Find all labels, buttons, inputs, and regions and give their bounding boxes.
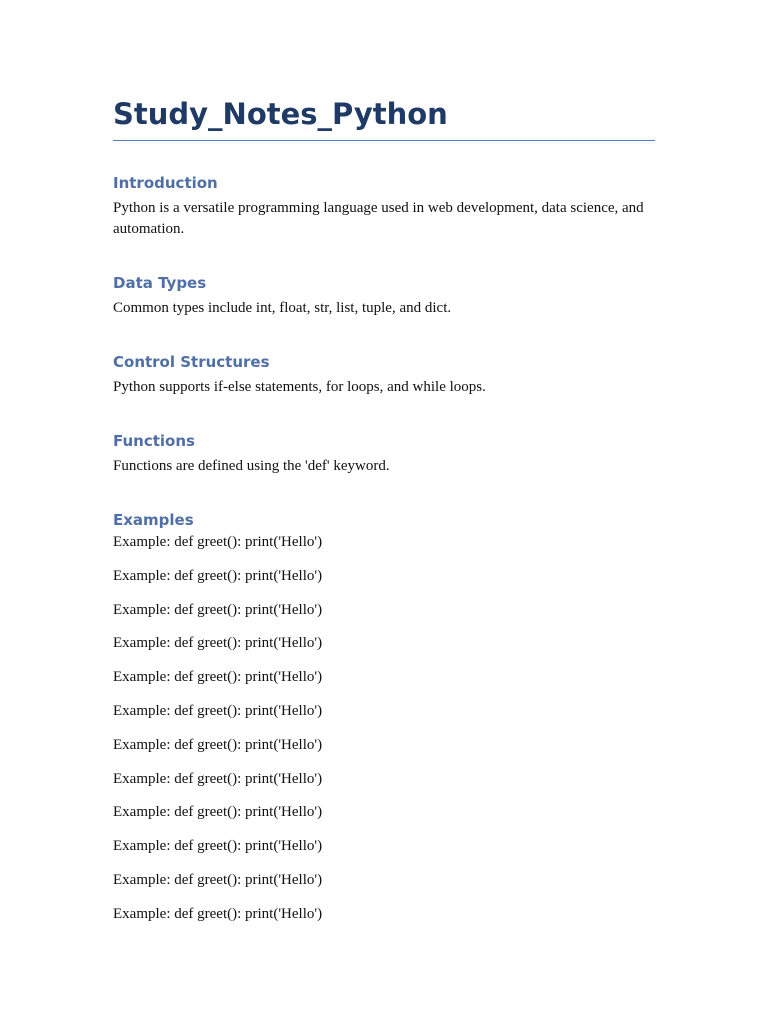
example-item: Example: def greet(): print('Hello') xyxy=(113,736,323,753)
section-body-functions: Functions are defined using the 'def' keyword. xyxy=(113,458,390,474)
section-heading-control-structures: Control Structures xyxy=(113,353,270,371)
example-item: Example: def greet(): print('Hello') xyxy=(113,567,323,584)
example-item: Example: def greet(): print('Hello') xyxy=(113,871,323,888)
section-body-data-types: Common types include int, float, str, list, tuple, and dict. xyxy=(113,300,452,316)
example-item: Example: def greet(): print('Hello') xyxy=(113,770,323,787)
example-item: Example: def greet(): print('Hello') xyxy=(113,669,323,686)
section-introduction xyxy=(113,173,655,240)
section-functions xyxy=(113,431,655,477)
section-heading-examples: Examples xyxy=(113,511,194,529)
section-body-introduction: Python is a versatile programming language used in web development, data science, and automation. xyxy=(113,200,644,237)
section-heading-functions: Functions xyxy=(113,432,195,450)
section-heading-introduction: Introduction xyxy=(113,174,218,192)
example-item: Example: def greet(): print('Hello') xyxy=(113,838,323,855)
section-body-control-structures: Python supports if-else statements, for loops, and while loops. xyxy=(113,379,486,395)
example-item: Example: def greet(): print('Hello') xyxy=(113,905,323,922)
example-item: Example: def greet(): print('Hello') xyxy=(113,635,323,652)
document-page xyxy=(113,96,655,938)
section-data-types xyxy=(113,273,655,319)
example-item: Example: def greet(): print('Hello') xyxy=(113,702,323,719)
section-heading-data-types: Data Types xyxy=(113,274,207,292)
example-item: Example: def greet(): print('Hello') xyxy=(113,601,323,618)
examples-list xyxy=(113,532,655,925)
document-title: Study_Notes_Python xyxy=(113,96,655,141)
section-examples xyxy=(113,510,655,925)
example-item: Example: def greet(): print('Hello') xyxy=(113,534,323,550)
example-item: Example: def greet(): print('Hello') xyxy=(113,804,323,821)
section-control-structures xyxy=(113,352,655,398)
